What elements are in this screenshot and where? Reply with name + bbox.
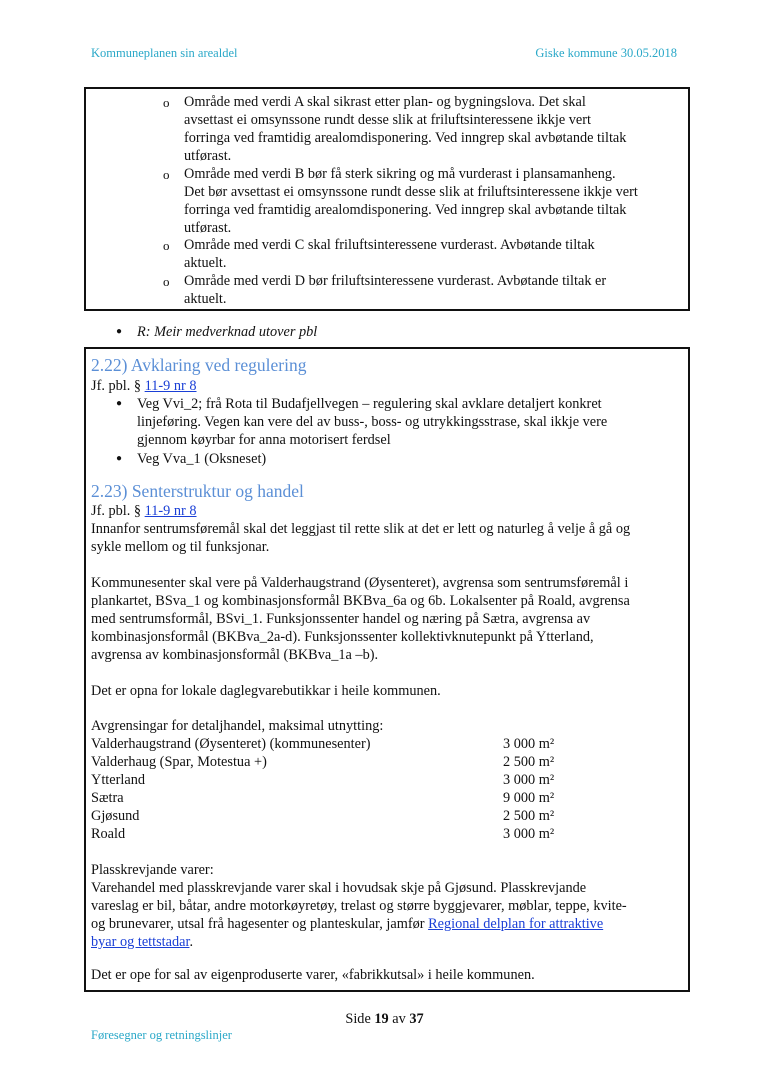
box1-item-a-line4: utførast. [184,148,232,164]
box1-item-b-line4: utførast. [184,220,232,236]
ref-2-23: Jf. pbl. § 11-9 nr 8 [91,503,197,519]
footer-left: Føresegner og retningslinjer [91,1028,232,1042]
bullet-dot: ● [116,326,123,337]
table-area: 2 500 m² [503,808,555,824]
table-place: Valderhaug (Spar, Motestua +) [91,754,267,770]
bullet-vvi2-line3: gjennom køyrbar for anna motorisert ferdsel [137,432,391,448]
regional-delplan-link[interactable]: Regional delplan for attraktive [428,916,604,932]
pbl-link-2-22[interactable]: 11-9 nr 8 [144,378,197,394]
box1-item-b-line1: Område med verdi B bør få sterk sikring og må vurderast i plansamanheng. [184,166,616,182]
pbl-link-2-23[interactable]: 11-9 nr 8 [144,503,197,519]
table-area: 3 000 m² [503,772,555,788]
box1-item-d-line2: aktuelt. [184,291,227,307]
box1-item-a-line2: avsettast ei omsynssone rundt desse slik at friluftsinteressene ikkje vert [184,112,591,128]
circle-bullet: o [163,167,170,182]
para2-line2: plankartet, BSva_1 og kombinasjonsformål BKBva_6a og 6b. Lokalsenter på Roald, avgrensa [91,593,630,609]
plass-title: Plasskrevjande varer: [91,862,214,878]
bullet-vvi2-line1: Veg Vvi_2; frå Rota til Budafjellvegen – regulering skal avklare detaljert konkret [137,396,602,412]
table-place: Ytterland [91,772,145,788]
heading-2-23: 2.23) Senterstruktur og handel [91,481,304,501]
circle-bullet: o [163,95,170,110]
page-number: Side 19 av 37 [345,1011,424,1027]
r-line: R: Meir medverknad utover pbl [137,324,318,340]
table-area: 3 000 m² [503,736,555,752]
para2-line1: Kommunesenter skal vere på Valderhaugstrand (Øysenteret), avgrensa som sentrumsføremål i [91,575,629,591]
box1-item-a-line3: forringa ved framtidig arealomdisponering. Ved inngrep skal avbøtande tiltak [184,130,627,146]
regional-delplan-link-cont[interactable]: byar og tettstadar [91,934,190,950]
bullet-vvi2-line2: linjeføring. Vegen kan vere del av buss-, boss- og utrykkingsstrase, skal ikkje vere [137,414,608,430]
bullet-vva1: Veg Vva_1 (Oksneset) [137,451,267,467]
para2-line4: kombinasjonsformål (BKBva_2a-d). Funksjonssenter kollektivknutepunkt på Ytterland, [91,629,594,645]
box1-item-c-line1: Område med verdi C skal friluftsinteressene vurderast. Avbøtande tiltak [184,237,595,253]
para2-line3: med sentrumsformål, BSvi_1. Funksjonssenter handel og næring på Sætra, avgrensa av [91,611,591,627]
box1-item-d-line1: Område med verdi D bør friluftsinteressene vurderast. Avbøtande tiltak er [184,273,607,289]
ref-2-22: Jf. pbl. § 11-9 nr 8 [91,378,197,394]
para3: Det er opna for lokale daglegvarebutikkar i heile kommunen. [91,683,441,699]
para-last: Det er ope for sal av eigenproduserte varer, «fabrikkutsal» i heile kommunen. [91,967,535,983]
table-area: 3 000 m² [503,826,555,842]
box1-item-b-line2: Det bør avsettast ei omsynssone rundt desse slik at friluftsinteressene ikkje vert [184,184,638,200]
plass-line2: vareslag er bil, båtar, andre motorkøyretøy, trelast og større byggjevarer, møblar, teppe, kvite- [91,898,627,914]
table-place: Sætra [91,790,124,806]
plass-line1: Varehandel med plasskrevjande varer skal i hovudsak skje på Gjøsund. Plasskrevjande [91,880,587,896]
plass-line4: byar og tettstadar. [91,934,194,950]
bullet-dot: ● [116,398,123,409]
para2-line5: avgrensa av kombinasjonsformål (BKBva_1a –b). [91,647,379,663]
table-place: Gjøsund [91,808,140,824]
table-place: Roald [91,826,126,842]
box1-item-b-line3: forringa ved framtidig arealomdisponering. Ved inngrep skal avbøtande tiltak [184,202,627,218]
circle-bullet: o [163,274,170,289]
header-left: Kommuneplanen sin arealdel [91,46,238,60]
table-area: 9 000 m² [503,790,555,806]
table-area: 2 500 m² [503,754,555,770]
bullet-dot: ● [116,453,123,464]
heading-2-22: 2.22) Avklaring ved regulering [91,355,307,375]
box1-item-a-line1: Område med verdi A skal sikrast etter plan- og bygningslova. Det skal [184,94,586,110]
box1-item-c-line2: aktuelt. [184,255,227,271]
table-place: Valderhaugstrand (Øysenteret) (kommunesenter) [91,736,371,752]
para1-line2: sykle mellom og til funksjonar. [91,539,270,555]
header-right: Giske kommune 30.05.2018 [535,46,677,60]
circle-bullet: o [163,238,170,253]
plass-line3: og brunevarer, utsal frå hagesenter og planteskular, jamfør Regional delplan for attraktive [91,916,604,932]
table-title: Avgrensingar for detaljhandel, maksimal utnytting: [91,718,384,734]
para1-line1: Innanfor sentrumsføremål skal det leggjast til rette slik at det er lett og naturleg å velje å gå og [91,521,631,537]
